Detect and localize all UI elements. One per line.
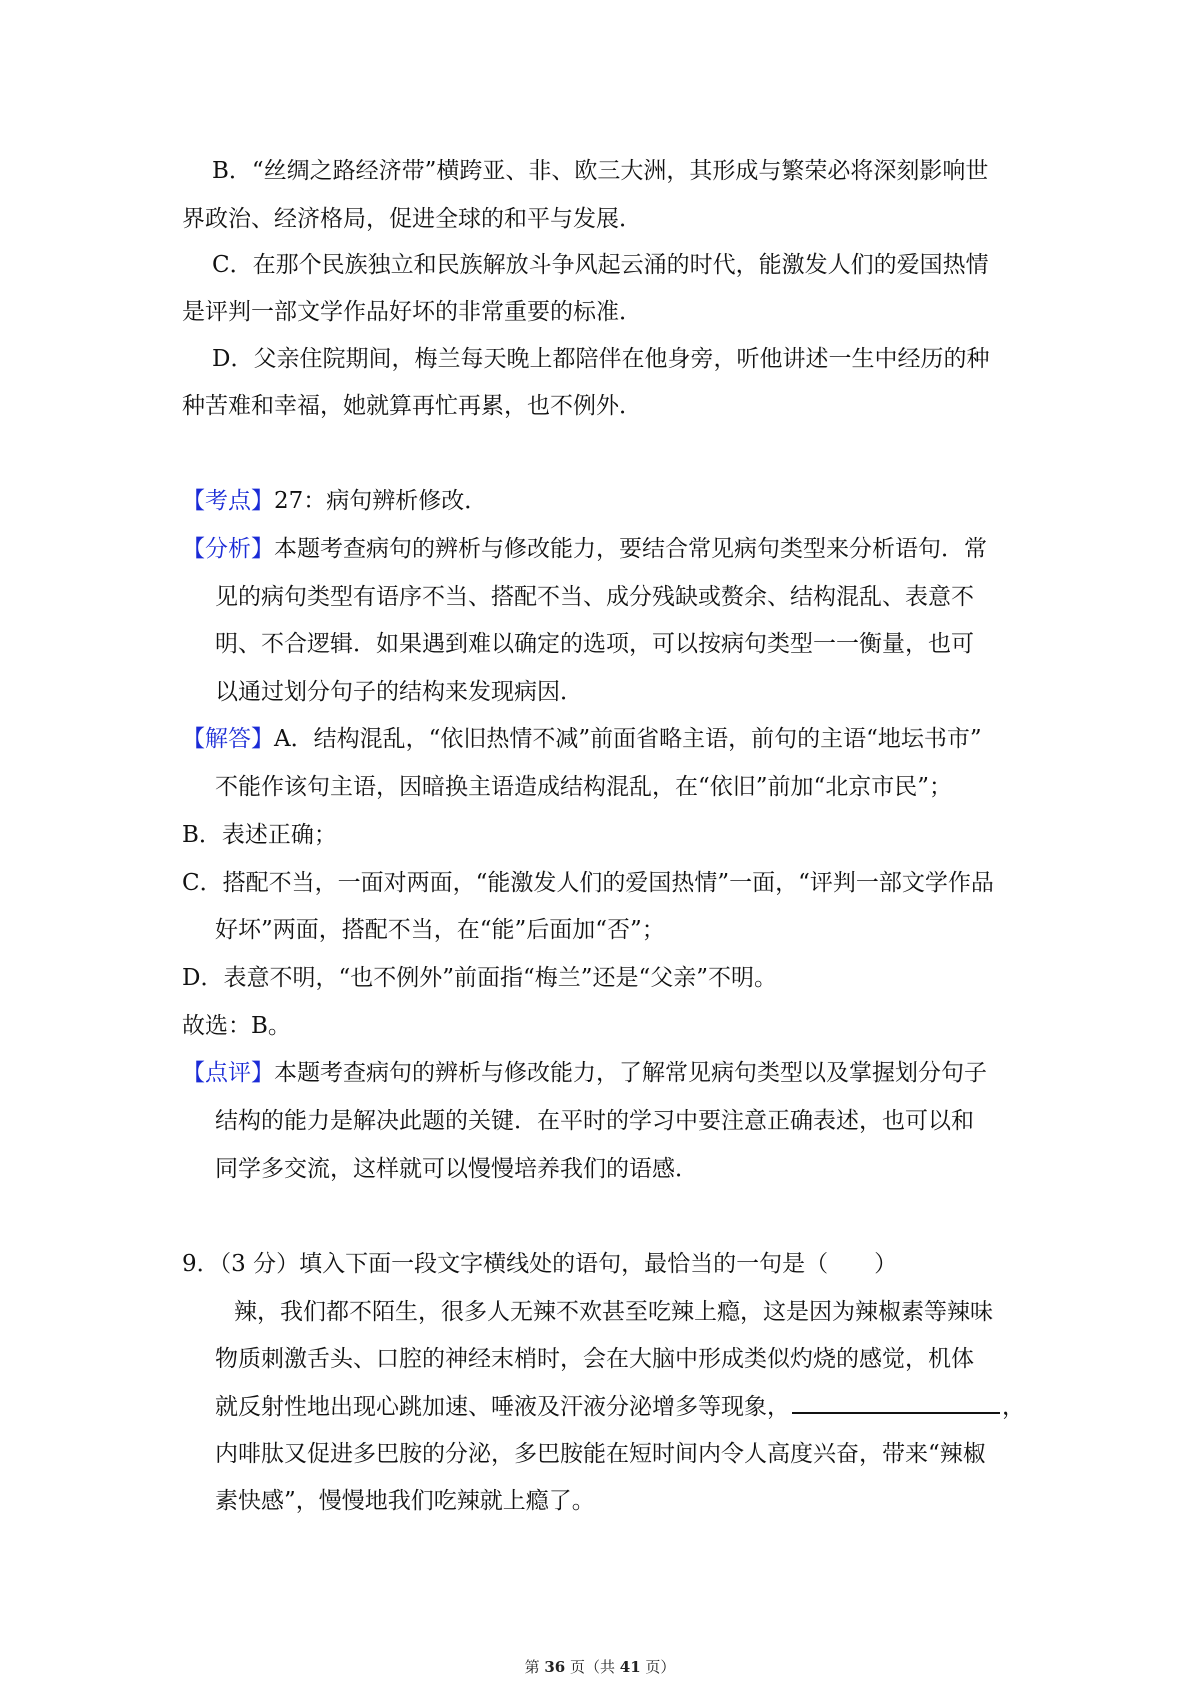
question-9-stem: 9．（3 分）填入下面一段文字横线处的语句，最恰当的一句是（ ）	[182, 1251, 898, 1277]
kaodian-tag: 【考点】	[182, 488, 274, 514]
jieda-d: D．表意不明，“也不例外”前面指“梅兰”还是“父亲”不明。	[182, 965, 777, 991]
dianping-line3: 同学多交流，这样就可以慢慢培养我们的语感．	[215, 1156, 698, 1182]
para-line3-before: 就反射性地出现心跳加速、唾液及汗液分泌增多等现象，	[215, 1394, 790, 1420]
option-c-line1: C．在那个民族独立和民族解放斗争风起云涌的时代，能激发人们的爱国热情	[212, 252, 989, 278]
footer-total-pages: 41	[619, 1658, 641, 1676]
option-d-line1: D．父亲住院期间，梅兰每天晚上都陪伴在他身旁，听他讲述一生中经历的种	[212, 346, 990, 372]
fenxi-line3: 明、不合逻辑．如果遇到难以确定的选项，可以按病句类型一一衡量，也可	[215, 631, 974, 657]
footer-suffix: 页）	[640, 1658, 676, 1676]
fenxi-line1	[182, 532, 1200, 566]
kaodian-text: 27：病句辨析修改．	[274, 488, 488, 514]
answer-line: 故选：B。	[182, 1013, 291, 1039]
option-d-line2: 种苦难和幸福，她就算再忙再累，也不例外．	[182, 393, 642, 419]
footer-middle: 页（共	[565, 1658, 620, 1676]
jieda-text-1: A．结构混乱，“依旧热情不减”前面省略主语，前句的主语“地坛书市”	[274, 726, 982, 752]
dianping-line1	[182, 1056, 1200, 1090]
jieda-c1: C．搭配不当，一面对两面，“能激发人们的爱国热情”一面，“评判一部文学作品	[182, 870, 994, 896]
option-b-line1: B．“丝绸之路经济带”横跨亚、非、欧三大洲，其形成与繁荣必将深刻影响世	[212, 158, 989, 184]
jieda-line1	[182, 722, 1200, 756]
question-9-para-line2: 物质刺激舌头、口腔的神经末梢时，会在大脑中形成类似灼烧的感觉，机体	[215, 1346, 974, 1372]
question-9-para-line1: 辣，我们都不陌生，很多人无辣不欢甚至吃辣上瘾，这是因为辣椒素等辣味	[234, 1299, 993, 1325]
question-9-para-line4: 内啡肽又促进多巴胺的分泌，多巴胺能在短时间内令人高度兴奋，带来“辣椒	[215, 1441, 986, 1467]
fenxi-line2: 见的病句类型有语序不当、搭配不当、成分残缺或赘余、结构混乱、表意不	[215, 584, 974, 610]
footer-prefix: 第	[524, 1658, 545, 1676]
jieda-b: B．表述正确；	[182, 822, 337, 848]
fenxi-line4: 以通过划分句子的结构来发现病因．	[215, 679, 583, 705]
jieda-tag: 【解答】	[182, 726, 274, 752]
kaodian-line	[182, 484, 1200, 518]
option-b-line2: 界政治、经济格局，促进全球的和平与发展．	[182, 206, 642, 232]
fenxi-tag: 【分析】	[182, 536, 274, 562]
answer-blank	[792, 1390, 1000, 1414]
dianping-text-1: 本题考查病句的辨析与修改能力，了解常见病句类型以及掌握划分句子	[274, 1060, 987, 1086]
jieda-c2: 好坏”两面，搭配不当，在“能”后面加“否”；	[215, 917, 665, 943]
page-footer	[0, 1656, 1200, 1677]
fenxi-text-1: 本题考查病句的辨析与修改能力，要结合常见病句类型来分析语句．常	[274, 536, 987, 562]
footer-page-number: 36	[544, 1658, 566, 1676]
dianping-line2: 结构的能力是解决此题的关键．在平时的学习中要注意正确表述，也可以和	[215, 1108, 974, 1134]
option-c-line2: 是评判一部文学作品好坏的非常重要的标准．	[182, 299, 642, 325]
question-9-para-line5: 素快感”，慢慢地我们吃辣就上瘾了。	[215, 1488, 595, 1514]
para-line3-after: ，	[1002, 1394, 1025, 1420]
question-9-para-line3	[215, 1390, 1200, 1424]
dianping-tag: 【点评】	[182, 1060, 274, 1086]
jieda-line2: 不能作该句主语，因暗换主语造成结构混乱，在“依旧”前加“北京市民”；	[215, 774, 953, 800]
